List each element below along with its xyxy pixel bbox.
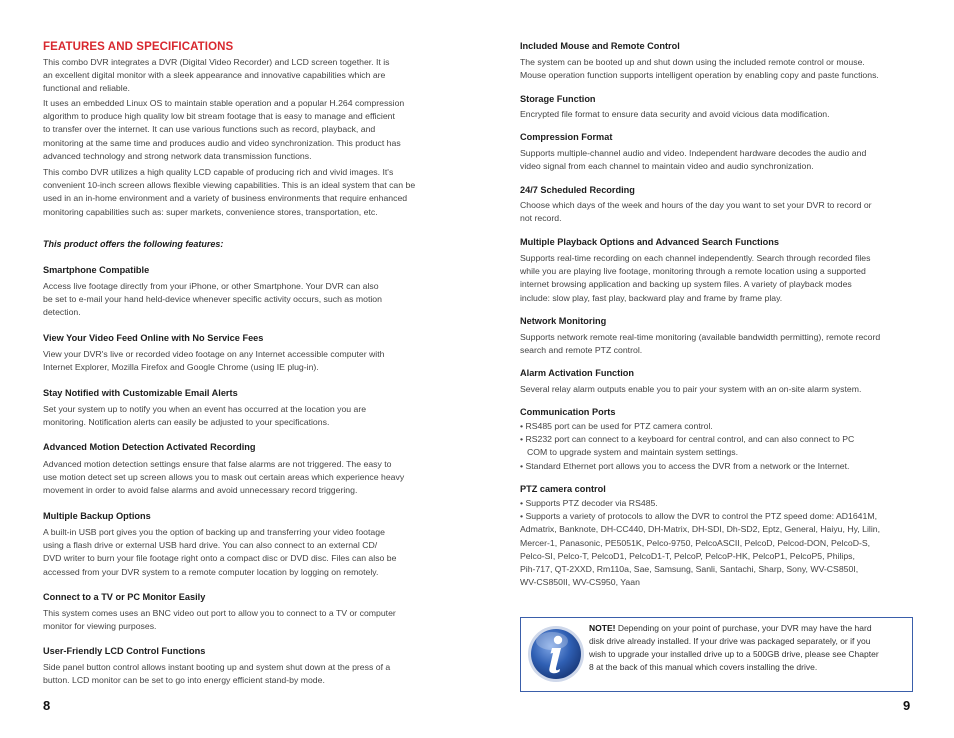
intro-paragraph-3 — [43, 166, 415, 219]
text-line: advanced technology and strong network data transmission functions. — [43, 150, 312, 161]
section-body — [43, 348, 384, 374]
text-line: Supports multiple-channel audio and video. Independent hardware decodes the audio and — [520, 148, 867, 158]
section-body — [43, 526, 396, 579]
text-line: video signal from each channel to maintain video and audio synchronization. — [520, 161, 814, 172]
text-line: This combo DVR utilizes a high quality LCD capable of producing rich and vivid images. It's — [43, 167, 394, 177]
text-line: used in an in-home environment and a variety of business environments that require enhanced — [43, 193, 408, 204]
text-line: button. LCD monitor can be set to go into energy efficient stand-by mode. — [43, 675, 325, 686]
list-item: • Supports PTZ decoder via RS485. — [520, 498, 658, 508]
text-line: detection. — [43, 307, 81, 318]
section-heading: Smartphone Compatible — [43, 265, 150, 275]
text-line: The system can be booted up and shut down using the included remote control or mouse. — [520, 57, 865, 67]
section-body — [520, 56, 879, 82]
text-line: Supports real-time recording on each channel independently. Search through recorded files — [520, 253, 871, 263]
section-heading: Connect to a TV or PC Monitor Easily — [43, 592, 206, 602]
text-line: Pih-717, QT-2XXD, Rm110a, Sae, Samsung, Sanli, Santachi, Sharp, Sony, WV-CS850I, — [520, 564, 859, 575]
text-line: accessed from your DVR system to a remote computer location by logging on remotely. — [43, 566, 379, 577]
section-body — [520, 252, 870, 305]
text-line: include: slow play, fast play, backward play and frame by frame play. — [520, 292, 783, 303]
section-body — [520, 108, 830, 121]
text-line: Mouse operation function supports intelligent operation by enabling copy and paste functions. — [520, 70, 879, 81]
text-line: internet browsing application and backing up system files. A variety of playback modes — [520, 279, 852, 290]
note-box — [520, 617, 913, 692]
section-heading: 24/7 Scheduled Recording — [520, 185, 635, 195]
section-heading: User-Friendly LCD Control Functions — [43, 646, 206, 656]
section-body — [520, 147, 866, 173]
section-body — [520, 383, 861, 396]
section-heading: Multiple Playback Options and Advanced Search Functions — [520, 237, 780, 247]
text-line: not record. — [520, 213, 562, 224]
section-heading: Communication Ports — [520, 407, 616, 417]
section-body — [43, 403, 366, 429]
text-line: using a flash drive or external USB hard drive. You can also connect to an external CD/ — [43, 540, 378, 551]
page-number-left: 8 — [43, 698, 51, 713]
text-line: Internet Explorer, Mozilla Firefox and Google Chrome (using IE plug-in). — [43, 362, 319, 373]
text-line: Mercer-1, Panasonic, PE5051K, Pelco-9750, PelcoASCII, PelcoD, Pelcod-DON, PelcoD-S, — [520, 537, 871, 548]
list-item: COM to upgrade system and maintain system settings. — [527, 447, 739, 458]
text-line: DVD writer to burn your file footage right onto a compact disc or DVD disc. Files can also be — [43, 553, 397, 564]
text-line: Choose which days of the week and hours of the day you want to set your DVR to record or — [520, 200, 872, 210]
text-line: Admatrix, Banknote, DH-CC440, DH-Matrix, DH-SDI, Dh-SD2, Eptz, General, Haiyu, Hy, Lilin, — [520, 524, 880, 535]
section-body — [43, 280, 382, 320]
section-body — [43, 607, 396, 633]
list-item: • Standard Ethernet port allows you to access the DVR from a network or the Internet. — [520, 460, 850, 471]
section-body — [43, 458, 404, 498]
text-line: WV-CS850II, WV-CS950, Yaan — [520, 577, 640, 588]
section-body — [43, 661, 390, 687]
section-heading: View Your Video Feed Online with No Service Fees — [43, 333, 264, 343]
text-line: search and remote PTZ control. — [520, 345, 643, 356]
text-line: monitoring at the same time and produces audio and video synchronization. This product has — [43, 137, 401, 148]
text-line: be set to e-mail your hand held-device whenever specific activity occurs, such as motion — [43, 294, 382, 305]
text-line: algorithm to produce high quality low bit stream footage that is easy to manage and efficient — [43, 111, 395, 122]
text-line: Several relay alarm outputs enable you to pair your system with an on-site alarm system. — [520, 384, 862, 394]
text-line: Set your system up to notify you when an event has occurred at the location you are — [43, 404, 367, 414]
text-line: convenient 10-inch screen allows flexible viewing capabilities. This is an ideal system that can be — [43, 180, 416, 191]
text-line: to transfer over the internet. It can use various functions such as record, playback, and — [43, 124, 376, 135]
text-line: wish to upgrade your installed drive up to a 500GB drive, please see Chapter — [589, 649, 879, 659]
text-line: an excellent digital monitor with a sleek appearance and innovative capabilities which are — [43, 70, 386, 81]
features-intro: This product offers the following features: — [43, 239, 224, 249]
page-title: FEATURES AND SPECIFICATIONS — [43, 41, 234, 53]
page-number-right: 9 — [903, 698, 911, 713]
text-line: while you are playing live footage, monitoring through a remote location using a supported — [520, 266, 866, 277]
text-line: functional and reliable. — [43, 83, 130, 94]
text-line: This system comes uses an BNC video out port to allow you to connect to a TV or computer — [43, 608, 396, 618]
section-body — [520, 497, 880, 589]
list-item: • RS232 port can connect to a keyboard for central control, and can also connect to PC — [520, 434, 855, 445]
text-line: movement in order to avoid false alarms and avoid unnecessary record triggering. — [43, 485, 358, 496]
text-line: Access live footage directly from your iPhone, or other Smartphone. Your DVR can also — [43, 281, 379, 291]
text-line: disk drive already installed. If your drive was packaged separately, or if you — [589, 636, 871, 646]
section-heading: Alarm Activation Function — [520, 368, 634, 378]
note-label: NOTE! — [589, 623, 616, 633]
list-item: • Supports a variety of protocols to allow the DVR to control the PTZ speed dome: AD1641M, — [520, 511, 877, 522]
text-line: A built-in USB port gives you the option of backing up and transferring your video footage — [43, 527, 385, 537]
text-line: Pelco-SI, Pelco-T, PelcoD1, PelcoD1-T, PelcoP, PelcoP-HK, PelcoP1, PelcoP5, Philips, — [520, 550, 855, 561]
text-line: monitoring. Notification alerts can easily be adjusted to your specifications. — [43, 417, 330, 428]
section-heading: Network Monitoring — [520, 316, 607, 326]
text-line: Supports network remote real-time monitoring (available bandwidth permitting), remote record — [520, 332, 881, 342]
text-line: Advanced motion detection settings ensure that false alarms are not triggered. The easy to — [43, 459, 392, 469]
text-line: View your DVR's live or recorded video footage on any Internet accessible computer with — [43, 349, 385, 359]
section-body — [520, 331, 880, 357]
section-body — [520, 199, 872, 225]
section-heading: Stay Notified with Customizable Email Alerts — [43, 388, 238, 398]
section-heading: Compression Format — [520, 132, 613, 142]
info-icon — [526, 624, 586, 684]
text-line: Side panel button control allows instant booting up and system shut down at the press of a — [43, 662, 391, 672]
list-item: • RS485 port can be used for PTZ camera control. — [520, 421, 713, 431]
text-line: monitoring capabilities such as: super markets, convenience stores, transportation, etc. — [43, 206, 378, 217]
section-heading: Advanced Motion Detection Activated Recording — [43, 442, 256, 452]
text-line: monitor for viewing purposes. — [43, 621, 157, 632]
text-line: Encrypted file format to ensure data security and avoid vicious data modification. — [520, 109, 830, 119]
section-heading: Included Mouse and Remote Control — [520, 41, 680, 51]
section-heading: Storage Function — [520, 94, 596, 104]
note-text — [589, 622, 907, 674]
text-line: It uses an embedded Linux OS to maintain stable operation and a popular H.264 compression — [43, 98, 405, 108]
section-heading: PTZ camera control — [520, 484, 606, 494]
text-line: This combo DVR integrates a DVR (Digital Video Recorder) and LCD screen together. It is — [43, 57, 390, 67]
intro-paragraph-1 — [43, 56, 390, 96]
text-line: use motion detect set up screen allows you to mask out certain areas which experience heavy — [43, 472, 405, 483]
text-line: Depending on your point of purchase, your DVR may have the hard — [615, 623, 872, 633]
intro-paragraph-2 — [43, 97, 404, 163]
section-heading: Multiple Backup Options — [43, 511, 151, 521]
text-line: 8 at the back of this manual which covers installing the drive. — [589, 662, 818, 672]
section-body — [520, 420, 854, 473]
